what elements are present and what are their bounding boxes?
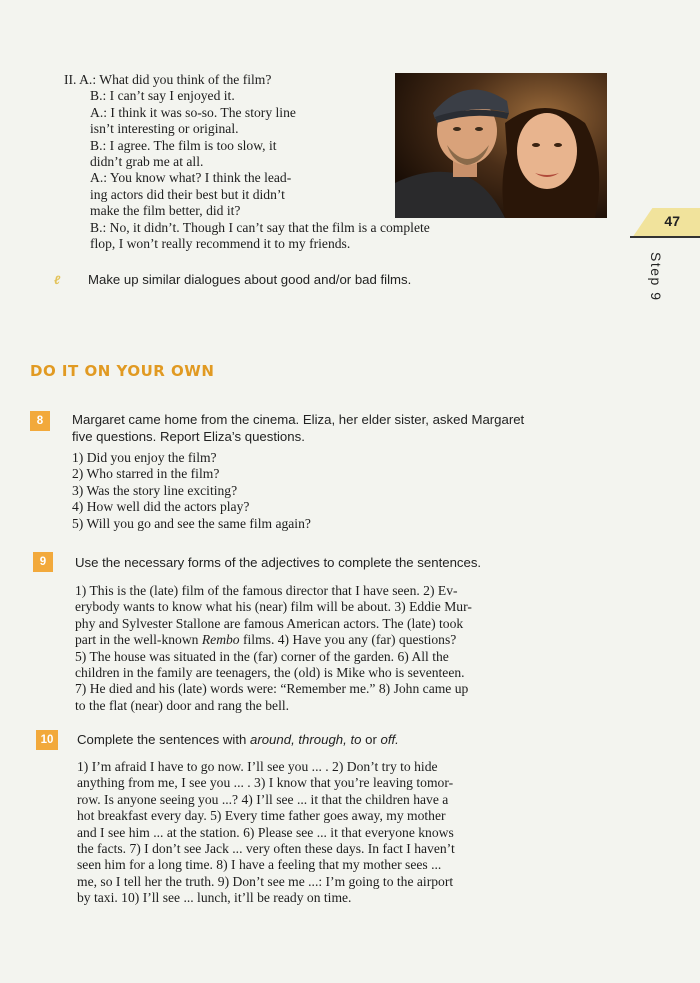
list-item: 2) Who starred in the film? xyxy=(72,466,220,482)
text-line: anything from me, I see you ... . 3) I know that you’re leaving tomor- xyxy=(77,775,454,791)
pencil-marker-icon: ℓ xyxy=(54,273,61,287)
text-line: hot breakfast every day. 5) Every time father goes away, my mother xyxy=(77,808,446,824)
text-segment: part in the well-known xyxy=(75,632,202,648)
instruction-text: or xyxy=(361,732,381,747)
dialogue-line: B.: I can’t say I enjoyed it. xyxy=(90,88,235,104)
dialogue-line: A.: I think it was so-so. The story line xyxy=(90,104,296,120)
text-line: me, so I tell her the truth. 9) Don’t see me ...: I’m going to the airport xyxy=(77,873,454,889)
instruction-words: off. xyxy=(380,732,399,747)
tab-divider xyxy=(630,236,700,238)
film-still-photo xyxy=(395,73,607,218)
dialogue-line: A.: You know what? I think the lead- xyxy=(90,170,292,186)
text-line: children in the family are teenagers, the (old) is Mike who is seventeen. xyxy=(75,665,465,681)
text-line: by taxi. 10) I’ll see ... lunch, it’ll be ready on time. xyxy=(77,890,352,906)
exercise-number-badge: 10 xyxy=(36,730,58,750)
section-heading: DO IT ON YOUR OWN xyxy=(30,362,215,380)
list-item: 5) Will you go and see the same film again? xyxy=(72,515,311,531)
exercise-instruction xyxy=(72,411,524,445)
exercise-text xyxy=(77,759,597,907)
dialogue xyxy=(64,72,430,252)
dialogue-line: didn’t grab me at all. xyxy=(90,154,204,170)
italic-word: Rembo xyxy=(201,632,240,648)
exercise-number-badge: 8 xyxy=(30,411,50,431)
text-line: 7) He died and his (late) words were: “Remember me.” 8) John came up xyxy=(75,681,469,697)
text-line: to the flat (near) door and rang the bell. xyxy=(75,697,290,713)
text-line: the facts. 7) I don’t see Jack ... very often these days. In fact I haven’t xyxy=(77,841,455,857)
exercise-number-badge: 9 xyxy=(33,552,53,572)
instruction-line: Margaret came home from the cinema. Eliza, her elder sister, asked Margaret xyxy=(72,412,525,427)
dialogue-line: make the film better, did it? xyxy=(90,203,241,219)
question-list xyxy=(72,450,311,532)
text-line: 5) The house was situated in the (far) corner of the garden. 6) All the xyxy=(75,648,449,664)
text-segment: films. 4) Have you any (far) questions? xyxy=(239,632,457,648)
side-tab-label: Step 9 xyxy=(648,252,664,302)
text-line: 1) I’m afraid I have to go now. I’ll see you ... . 2) Don’t try to hide xyxy=(77,759,438,774)
page-number: 47 xyxy=(664,213,680,229)
dialogue-line: isn’t interesting or original. xyxy=(90,121,239,137)
text-line: erybody wants to know what his (near) film will be about. 3) Eddie Mur- xyxy=(75,599,472,615)
list-item: 4) How well did the actors play? xyxy=(72,499,250,515)
exercise-instruction: Use the necessary forms of the adjectives to complete the sentences. xyxy=(75,555,482,570)
dialogue-line: II. A.: What did you think of the film? xyxy=(64,72,272,87)
dialogue-line: ing actors did their best but it didn’t xyxy=(90,186,285,202)
text-line: row. Is anyone seeing you ...? 4) I’ll see ... it that the children have a xyxy=(77,791,449,807)
dialogue-line: flop, I won’t really recommend it to my friends. xyxy=(90,236,351,252)
text-line: 1) This is the (late) film of the famous director that I have seen. 2) Ev- xyxy=(75,583,458,598)
text-line: seen him for a long time. 8) I have a feeling that my mother sees ... xyxy=(77,857,442,873)
exercise-instruction xyxy=(77,731,399,748)
text-line xyxy=(75,632,600,648)
instruction-line: five questions. Report Eliza’s questions. xyxy=(72,429,305,444)
exercise-text xyxy=(75,583,600,714)
text-line: phy and Sylvester Stallone are famous American actors. The (late) took xyxy=(75,615,464,631)
instruction-text: Complete the sentences with xyxy=(77,732,250,747)
side-tab xyxy=(644,252,694,322)
dialogue-line: B.: No, it didn’t. Though I can’t say that the film is a complete xyxy=(90,219,430,235)
text-line: and I see him ... at the station. 6) Please see ... it that everyone knows xyxy=(77,824,454,840)
list-item: 3) Was the story line exciting? xyxy=(72,482,238,498)
dialogue-line: B.: I agree. The film is too slow, it xyxy=(90,137,277,153)
list-item: 1) Did you enjoy the film? xyxy=(72,450,217,465)
dialogue-task: Make up similar dialogues about good and/or bad films. xyxy=(88,272,412,287)
instruction-words: around, through, to xyxy=(250,732,362,747)
